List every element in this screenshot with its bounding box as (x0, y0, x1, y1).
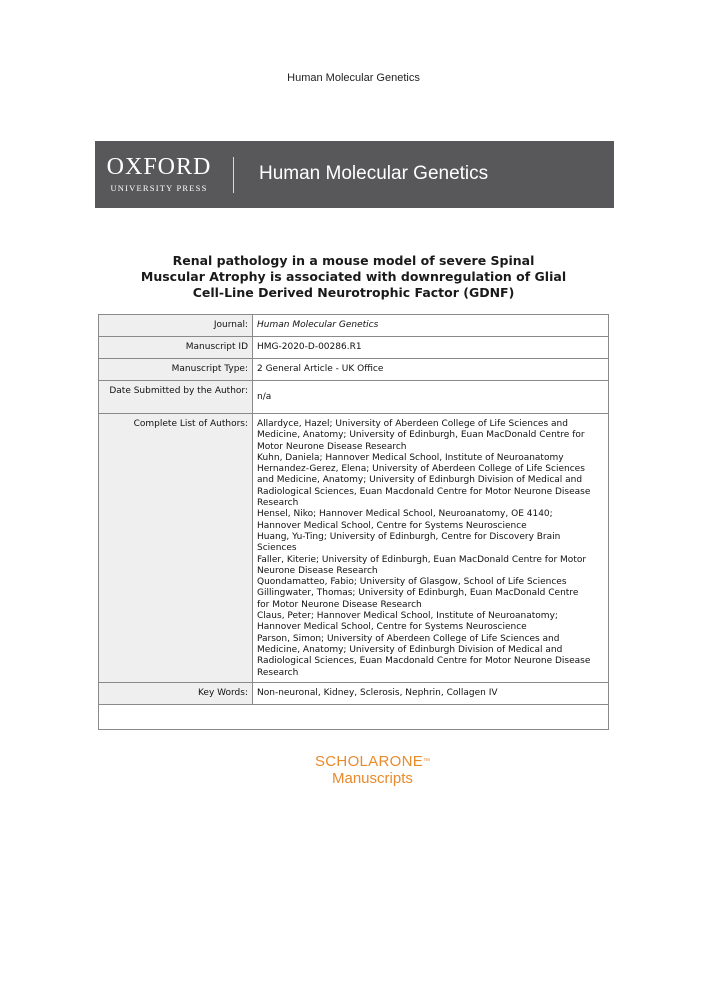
trademark-symbol: ™ (423, 758, 431, 765)
row-date-submitted (99, 381, 609, 414)
title-line: Muscular Atrophy is associated with downregulation of Glial (140, 269, 567, 284)
row-journal (99, 315, 609, 337)
authors-label: Complete List of Authors: (99, 414, 253, 683)
row-authors (99, 414, 609, 683)
row-empty (99, 704, 609, 729)
running-head: Human Molecular Genetics (287, 72, 420, 84)
author-line: Gillingwater, Thomas; University of Edinburgh, Euan MacDonald Centre (257, 588, 579, 599)
manuscripts-wordmark: Manuscripts (332, 770, 413, 787)
author-line: Research (257, 498, 299, 509)
author-line: Quondamatteo, Fabio; University of Glasgow, School of Life Sciences (257, 577, 567, 588)
author-line: for Motor Neurone Disease Research (257, 599, 422, 610)
title-line: Renal pathology in a mouse model of severe Spinal (172, 253, 535, 268)
manuscript-type-value: 2 General Article - UK Office (253, 359, 609, 381)
journal-banner (95, 141, 614, 208)
key-words-value: Non-neuronal, Kidney, Sclerosis, Nephrin, Collagen IV (253, 682, 609, 704)
row-manuscript-id (99, 337, 609, 359)
authors-value (253, 414, 609, 683)
row-manuscript-type (99, 359, 609, 381)
author-line: Hensel, Niko; Hannover Medical School, Neuroanatomy, OE 4140; (257, 509, 553, 520)
author-line: Allardyce, Hazel; University of Aberdeen College of Life Sciences and (257, 419, 568, 429)
author-line: Research (257, 667, 299, 678)
date-submitted-label: Date Submitted by the Author: (99, 381, 253, 414)
author-line: Hannover Medical School, Centre for Systems Neuroscience (257, 520, 527, 531)
manuscript-id-value: HMG-2020-D-00286.R1 (253, 337, 609, 359)
author-line: Faller, Kiterie; University of Edinburgh, Euan MacDonald Centre for Motor (257, 554, 587, 565)
journal-label: Journal: (99, 315, 253, 337)
author-line: Sciences (257, 543, 297, 554)
author-line: Neurone Disease Research (257, 565, 378, 576)
manuscript-type-label: Manuscript Type: (99, 359, 253, 381)
author-line: Hernandez-Gerez, Elena; University of Aberdeen College of Life Sciences (257, 464, 585, 475)
journal-value: Human Molecular Genetics (253, 315, 609, 337)
scholar-wordmark: SCHOLAR (315, 753, 390, 770)
manuscript-id-label: Manuscript ID (99, 337, 253, 359)
university-press-wordmark: UNIVERSITY PRESS (110, 183, 208, 193)
author-line: Radiological Sciences, Euan Macdonald Centre for Motor Neurone Disease (257, 486, 591, 497)
author-line: Medicine, Anatomy; University of Edinburgh Division of Medical and (257, 644, 563, 655)
author-line: Claus, Peter; Hannover Medical School, Institute of Neuroanatomy; (257, 611, 558, 622)
author-line: Hannover Medical School, Centre for Systems Neuroscience (257, 622, 527, 633)
author-line: Motor Neurone Disease Research (257, 441, 407, 452)
article-title (110, 253, 597, 301)
empty-cell (99, 704, 609, 729)
one-wordmark: ONE (389, 753, 424, 770)
row-key-words (99, 682, 609, 704)
oxford-logo (105, 155, 213, 193)
author-line: Huang, Yu-Ting; University of Edinburgh, Centre for Discovery Brain (257, 531, 561, 542)
scholarone-logo (313, 753, 433, 787)
author-line: Parson, Simon; University of Aberdeen College of Life Sciences and (257, 633, 560, 644)
date-submitted-value: n/a (253, 381, 609, 414)
author-line: Medicine, Anatomy; University of Edinburgh, Euan MacDonald Centre for (257, 430, 585, 441)
key-words-label: Key Words: (99, 682, 253, 704)
title-line: Cell-Line Derived Neurotrophic Factor (GDNF) (192, 285, 515, 300)
author-line: Radiological Sciences, Euan Macdonald Centre for Motor Neurone Disease (257, 656, 591, 667)
banner-journal-name: Human Molecular Genetics (259, 163, 489, 184)
author-line: Kuhn, Daniela; Hannover Medical School, Institute of Neuroanatomy (257, 452, 564, 463)
manuscript-info-table (98, 314, 609, 730)
oxford-wordmark: OXFORD (106, 154, 212, 180)
banner-divider (233, 157, 234, 193)
author-line: and Medicine, Anatomy; University of Edinburgh Division of Medical and (257, 475, 583, 486)
